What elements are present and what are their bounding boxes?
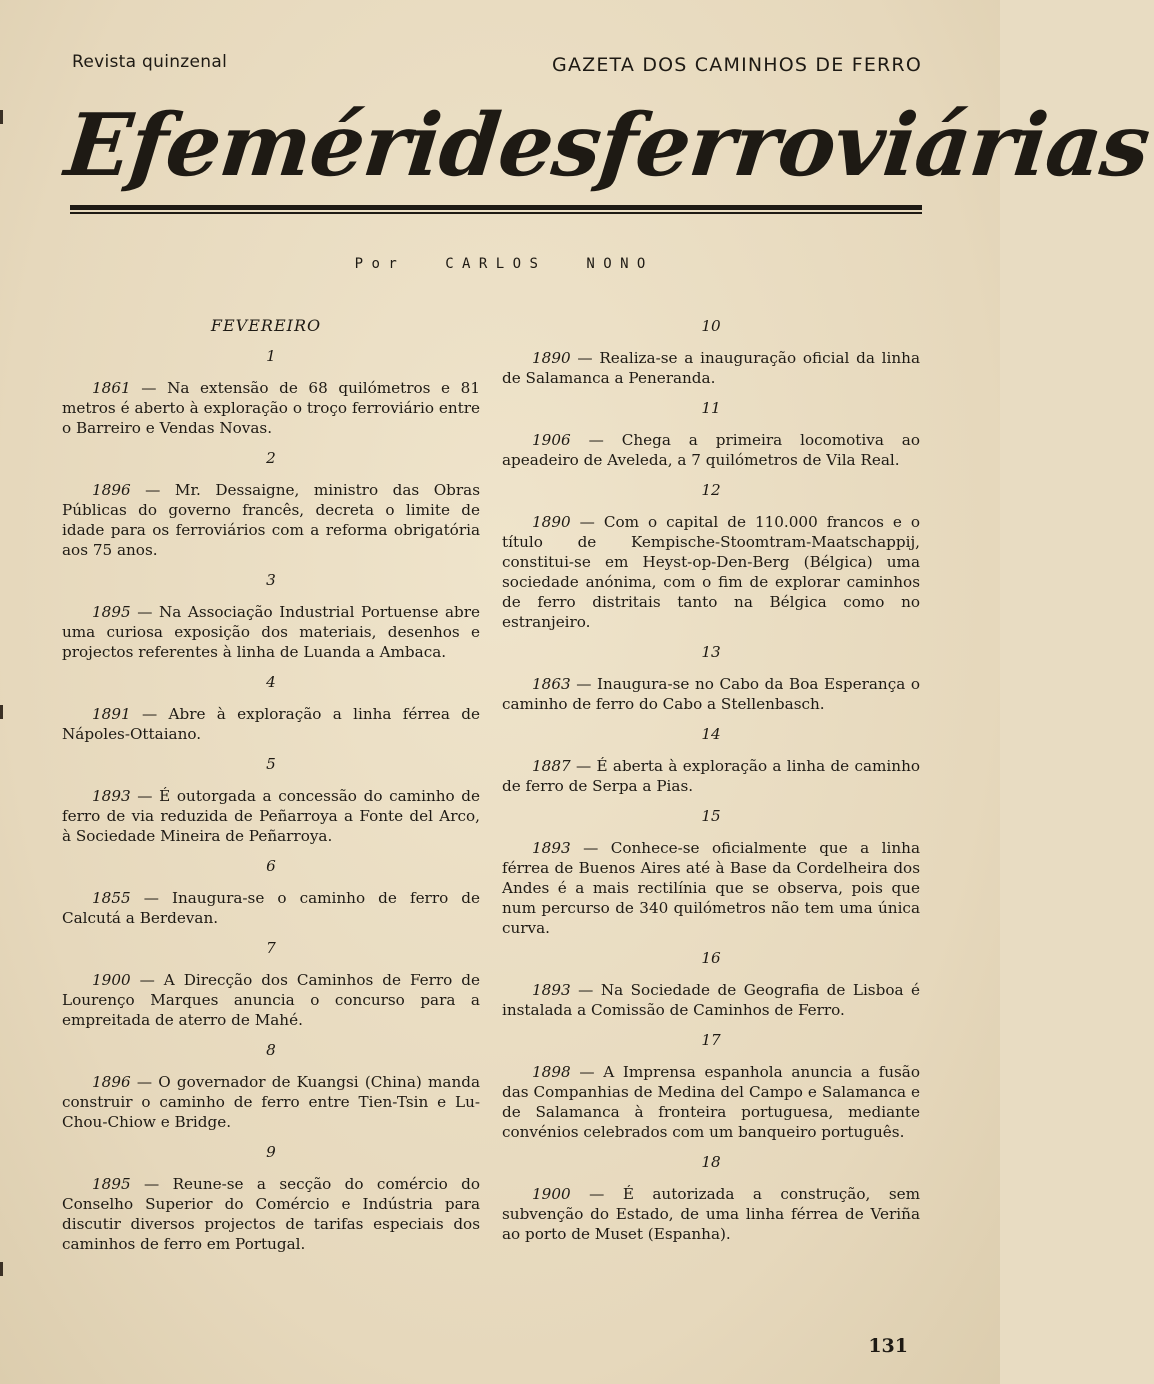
entry-paragraph: 1906 — Chega a primeira locomotiva ao apeadeiro de Aveleda, a 7 quilómetros de Vila Real. (502, 431, 921, 469)
byline-last-name: N O N O (586, 256, 646, 272)
entry-paragraph: 1863 — Inaugura-se no Cabo da Boa Esperança o caminho de ferro do Cabo a Stellenbasch. (502, 675, 920, 713)
entry-text: Reune-se a secção do comércio do Conselho Superior do Comércio e Indústria para discutir diversos projectos de tarifas especiais dos caminhos de ferro em Portugal. (62, 1175, 480, 1253)
entry-year: 1893 (532, 981, 571, 999)
entry-paragraph: 1893 — Conhece-se oficialmente que a linha férrea de Buenos Aires até à Base da Cordelheira dos Andes é a mais rectilínia que se observa, pois que num percurso de 340 quilómetros não tem uma única curva. (502, 839, 920, 937)
margin-mark (0, 705, 3, 719)
right-column (502, 314, 920, 1254)
entry-year: 1891 (92, 705, 131, 723)
entry-text: Inaugura-se no Cabo da Boa Esperança o caminho de ferro do Cabo a Stellenbasch. (502, 675, 920, 713)
entry-text: É aberta à exploração a linha de caminho de ferro de Serpa a Pias. (502, 757, 920, 795)
entry-year: 1895 (92, 603, 131, 621)
day-number: 11 (701, 399, 721, 417)
entry-text: A Imprensa espanhola anuncia a fusão das Companhias de Medina del Campo e Salamanca e de Salamanca à fronteira portuguesa, mediante convénios celebrados com um banqueiro português. (502, 1063, 920, 1141)
margin-mark (0, 110, 3, 124)
entry-text: Chega a primeira locomotiva ao apeadeiro de Aveleda, a 7 quilómetros de Vila Real. (502, 431, 921, 469)
entry-text: O governador de Kuangsi (China) manda construir o caminho de ferro entre Tien-Tsin e Lu-Chou-Chiow e Bridge. (62, 1073, 481, 1131)
entry-year: 1861 (92, 379, 131, 397)
entry-text: Com o capital de 110.000 francos e o título de Kempische-Stoomtram-Maatschappij, constitui-se em Heyst-op-Den-Berg (Bélgica) uma sociedade anónima, com o fim de explorar caminhos de ferro distritais tanto na Bélgica como no estranjeiro. (502, 513, 920, 631)
day-number: 17 (701, 1031, 721, 1049)
entry-year: 1855 (92, 889, 131, 907)
entry-paragraph: 1895 — Reune-se a secção do comércio do Conselho Superior do Comércio e Indústria para discutir diversos projectos de tarifas especiais dos caminhos de ferro em Portugal. (62, 1175, 480, 1253)
day-number: 2 (266, 449, 276, 467)
day-number: 3 (266, 571, 276, 589)
entry-paragraph: 1855 — Inaugura-se o caminho de ferro de Calcutá a Berdevan. (62, 889, 480, 927)
month-heading: FEVEREIRO (210, 316, 322, 335)
entry-paragraph: 1893 — Na Sociedade de Geografia de Lisboa é instalada a Comissão de Caminhos de Ferro. (502, 981, 920, 1019)
day-number: 1 (266, 347, 276, 365)
entry-year: 1890 (532, 513, 571, 531)
entry-paragraph: 1861 — Na extensão de 68 quilómetros e 81 metros é aberto à exploração o troço ferroviário entre o Barreiro e Vendas Novas. (62, 379, 480, 437)
entry-paragraph: 1896 — O governador de Kuangsi (China) manda construir o caminho de ferro entre Tien-Tsin e Lu-Chou-Chiow e Bridge. (62, 1073, 481, 1131)
day-number: 7 (266, 939, 276, 957)
header-right: GAZETA DOS CAMINHOS DE FERRO (552, 54, 922, 76)
entry-year: 1896 (92, 1073, 131, 1091)
entry-text: Inaugura-se o caminho de ferro de Calcutá a Berdevan. (62, 889, 480, 927)
entry-paragraph: 1891 — Abre à exploração a linha férrea de Nápoles-Ottaiano. (62, 705, 480, 743)
day-number: 5 (266, 755, 276, 773)
day-number: 10 (701, 317, 721, 335)
byline-first-name: C A R L O S (445, 256, 538, 272)
entry-paragraph: 1896 — Mr. Dessaigne, ministro das Obras Públicas do governo francês, decreta o limite de idade para os ferroviários com a reforma obrigatória aos 75 anos. (62, 481, 480, 559)
entry-text: Realiza-se a inauguração oficial da linha de Salamanca a Peneranda. (502, 349, 921, 387)
entry-text: Mr. Dessaigne, ministro das Obras Públicas do governo francês, decreta o limite de idade para os ferroviários com a reforma obrigatória aos 75 anos. (62, 481, 480, 559)
entry-text: Na Sociedade de Geografia de Lisboa é instalada a Comissão de Caminhos de Ferro. (502, 981, 920, 1019)
entry-text: É autorizada a construção, sem subvenção do Estado, de uma linha férrea de Veriña ao porto de Muset (Espanha). (502, 1185, 920, 1243)
title-word-2: ferroviárias (594, 95, 1154, 196)
byline-por: P o r (354, 256, 397, 272)
title-rule-thin (70, 212, 922, 214)
day-number: 9 (266, 1143, 276, 1161)
entry-year: 1887 (532, 757, 571, 775)
entry-text: Abre à exploração a linha férrea de Nápoles-Ottaiano. (62, 705, 480, 743)
entry-year: 1863 (532, 675, 571, 693)
entry-year: 1900 (92, 971, 131, 989)
entry-text: Na extensão de 68 quilómetros e 81 metros é aberto à exploração o troço ferroviário entre o Barreiro e Vendas Novas. (62, 379, 480, 437)
header-left: Revista quinzenal (72, 52, 228, 72)
entry-year: 1898 (532, 1063, 571, 1081)
day-number: 18 (701, 1153, 721, 1171)
day-number: 15 (701, 807, 721, 825)
day-number: 4 (266, 673, 276, 691)
entry-text: É outorgada a concessão do caminho de ferro de via reduzida de Peñarroya a Fonte del Arco, à Sociedade Mineira de Peñarroya. (62, 787, 481, 845)
day-number: 14 (701, 725, 721, 743)
entry-year: 1906 (532, 431, 571, 449)
day-number: 6 (266, 857, 276, 875)
byline (0, 256, 1000, 272)
entry-year: 1900 (532, 1185, 571, 1203)
left-column (62, 314, 480, 1264)
entry-paragraph: 1893 — É outorgada a concessão do caminho de ferro de via reduzida de Peñarroya a Fonte del Arco, à Sociedade Mineira de Peñarroya. (62, 787, 481, 845)
entry-text: Na Associação Industrial Portuense abre uma curiosa exposição dos materiais, desenhos e projectos referentes à linha de Luanda a Ambaca. (62, 603, 481, 661)
entry-text: A Direcção dos Caminhos de Ferro de Lourenço Marques anuncia o concurso para a empreitada de aterro de Mahé. (62, 971, 480, 1029)
day-number: 8 (266, 1041, 276, 1059)
entry-year: 1893 (92, 787, 131, 805)
entry-year: 1893 (532, 839, 571, 857)
entry-text: Conhece-se oficialmente que a linha férrea de Buenos Aires até à Base da Cordelheira dos Andes é a mais rectilínia que se observa, pois que num percurso de 340 quilómetros não tem uma única curva. (502, 839, 920, 937)
entry-year: 1895 (92, 1175, 131, 1193)
entry-paragraph: 1890 — Realiza-se a inauguração oficial da linha de Salamanca a Peneranda. (502, 349, 921, 387)
page-title (60, 95, 1154, 196)
entry-paragraph: 1900 — É autorizada a construção, sem subvenção do Estado, de uma linha férrea de Veriña ao porto de Muset (Espanha). (502, 1185, 920, 1243)
entry-year: 1890 (532, 349, 571, 367)
entry-paragraph: 1895 — Na Associação Industrial Portuense abre uma curiosa exposição dos materiais, desenhos e projectos referentes à linha de Luanda a Ambaca. (62, 603, 481, 661)
day-number: 16 (701, 949, 721, 967)
margin-mark (0, 1262, 3, 1276)
day-number: 13 (701, 643, 721, 661)
title-rule-thick (70, 205, 922, 210)
entry-paragraph: 1900 — A Direcção dos Caminhos de Ferro de Lourenço Marques anuncia o concurso para a empreitada de aterro de Mahé. (62, 971, 480, 1029)
entry-paragraph: 1890 — Com o capital de 110.000 francos e o título de Kempische-Stoomtram-Maatschappij, constitui-se em Heyst-op-Den-Berg (Bélgica) uma sociedade anónima, com o fim de explorar caminhos de ferro distritais tanto na Bélgica como no estranjeiro. (502, 513, 920, 631)
entry-paragraph: 1887 — É aberta à exploração a linha de caminho de ferro de Serpa a Pias. (502, 757, 920, 795)
entry-paragraph: 1898 — A Imprensa espanhola anuncia a fusão das Companhias de Medina del Campo e Salamanca e de Salamanca à fronteira portuguesa, mediante convénios celebrados com um banqueiro português. (502, 1063, 920, 1141)
entry-year: 1896 (92, 481, 131, 499)
page-number: 131 (868, 1335, 908, 1357)
day-number: 12 (701, 481, 721, 499)
title-word-1: Efemérides (60, 95, 606, 196)
